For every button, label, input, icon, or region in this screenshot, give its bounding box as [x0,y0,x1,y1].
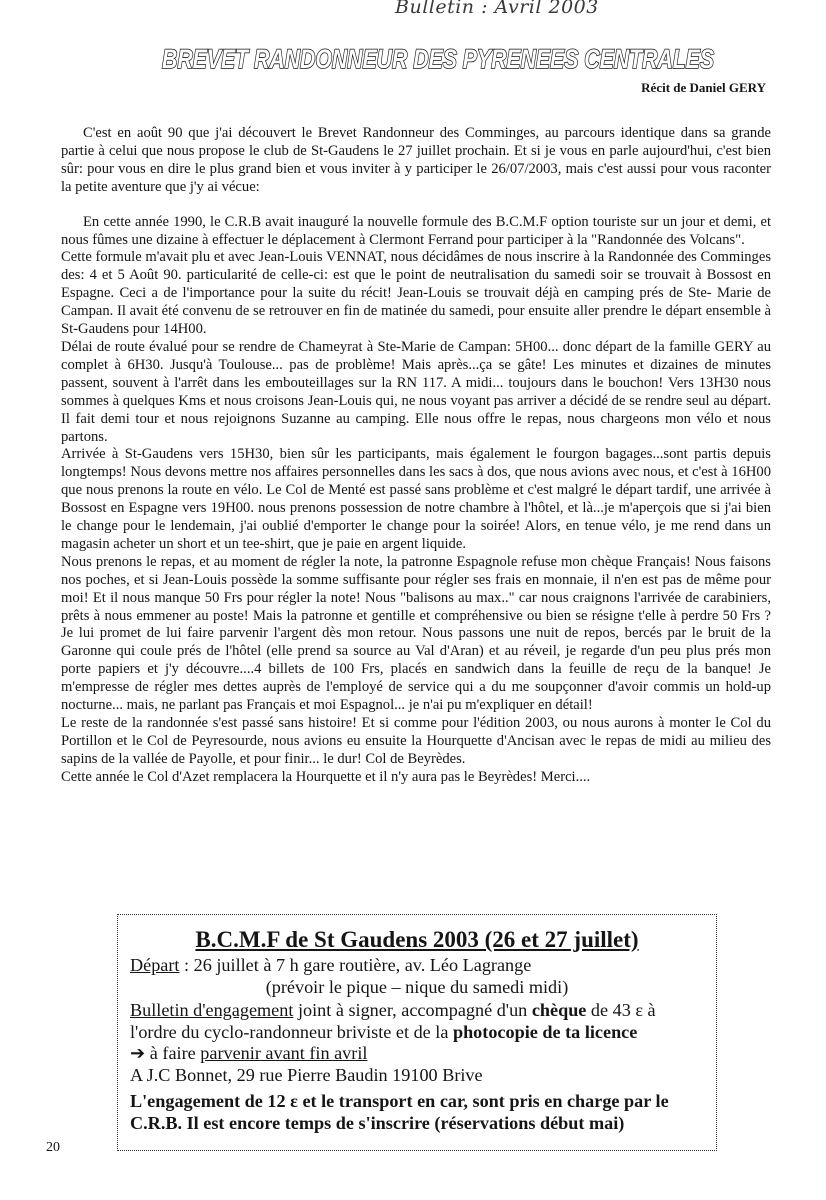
article-paragraph: Délai de route évalué pour se rendre de Chameyrat à Ste-Marie de Campan: 5H00... donc départ de la famille GERY au complet à 6H30. Jusqu'à Toulouse... pas de problème! Mais après...ça se gâte! Les minutes et dizaines de minutes passent, souvent à l'arrêt dans les embouteillages sur la RN 117. A midi... toujours dans le bouchon! Vers 13H30 nous sommes à quelques Kms et nous croisons Jean-Louis qui, ne nous voyant pas arriver a décidé de se rendre seul au départ. Il fait demi tour et nous rejoignons Suzanne au camping. Elle nous offre le repas, nous chargeons mon vélo et nous partons. [61,338,771,445]
cheque-text: chèque [531,1000,587,1021]
licence-text: photocopie de ta licence [452,1021,638,1042]
byline: Récit de Daniel GERY [641,80,766,95]
address-line: A J.C Bonnet, 29 rue Pierre Baudin 19100 Brive [130,1064,483,1085]
article-paragraph: Nous prenons le repas, et au moment de régler la note, la patronne Espagnole refuse mon chèque Français! Nous faisons nos poches, et si Jean-Louis possède la somme suffisante pour régler ses frais en monnaie, il n'en est pas de même pour moi! Et il nous manque 50 Frs pour régler la note! Nous "balisons au max.." car nous craignons l'arrivée de carabiniers, prêts à nous emmener au poste! Mais la patronne et gentille et compréhensive ou bien se résigne t'elle à perdre 50 Frs ? Je lui promet de lui faire parvenir l'argent dès mon retour. Nous passons une nuit de repos, bercés par le bruit de la Garonne qui coule prés de l'hôtel (elle prend sa source au Val d'Aran) et au réveil, je regarde d'un peu plus prés mon porte papiers et j'y découvre....4 billets de 100 Frs, placés en sandwich dans la feuille de reçu de la banque! Je m'empresse de régler mes dettes auprès de l'employé de service qui a du me soupçonner d'avoir commis un hold-up nocturne... mais, ne parlant pas Français et moi Espagnol... je n'ai pu m'expliquer en détail! [61,553,771,714]
article-body [61,125,771,787]
handwritten-note: Bulletin : Avril 2003 [395,0,599,18]
article-paragraph: C'est en août 90 que j'ai découvert le Brevet Randonneur des Comminges, au parcours identique dans sa grande partie à celui que nous propose le club de St-Gaudens le 27 juillet prochain. Et si je vous en parle aujourd'hui, c'est bien sûr: pour vous en dire le plus grand bien et vous inviter à y participer le 26/07/2003, mais c'est aussi pour vous raconter la petite aventure que j'y ai vécue: [61,125,771,195]
deadline-text: à faire [145,1043,201,1064]
page-number: 20 [46,1140,60,1155]
departure-text: : 26 juillet à 7 h gare routière, av. Léo Lagrange [179,955,532,975]
event-info-box [117,914,717,1151]
engagement-label: Bulletin d'engagement [130,1000,294,1021]
article-paragraph: En cette année 1990, le C.R.B avait inauguré la nouvelle formule des B.C.M.F option touriste sur un jour et demi, et nous fûmes une dizaine à effectuer le déplacement à Clermont Ferrand pour participer à la "Randonnée des Volcans". [61,213,771,248]
engagement-text-2: de 43 ε à l'ordre du cyclo-randonneur briviste et de la [130,1000,656,1042]
departure-label: Départ [130,955,180,975]
deadline-line [130,1043,704,1065]
banner-title [158,40,718,80]
engagement-note: L'engagement de 12 ε et le transport en car, sont pris en charge par le C.R.B. Il est encore temps de s'inscrire (réservations début mai) [130,1090,669,1133]
departure-line [130,955,704,977]
arrow-icon: ➔ [130,1043,146,1064]
article-paragraph: Arrivée à St-Gaudens vers 15H30, bien sûr les participants, mais également le fourgon bagages...sont partis depuis longtemps! Nous devons mettre nos affaires personnelles dans les sacs à dos, que nous avions avec nous, et c'est à 16H00 que nous prenons la route en vélo. Le Col de Menté est passé sans problème et c'est malgré le départ tardif, une arrivée à Bossost en Espagne vers 19H00. nous prenons possession de notre chambre à l'hôtel, et là...je m'aperçois que si j'ai bien le change pour le lendemain, j'ai oublié d'emporter le change pour la soirée! Alors, en tenue vélo, je me rend dans un magasin acheter un short et un tee-shirt, que je paie en argent liquide. [61,446,771,552]
engagement-block [130,1000,704,1043]
svg-text:BREVET RANDONNEUR DES PYRENEES: BREVET RANDONNEUR DES PYRENEES CENTRALES [162,44,714,74]
engagement-text: joint à signer, accompagné d'un [293,1000,532,1021]
departure-note: (prévoir le pique – nique du samedi midi) [265,976,569,997]
deadline-underlined: parvenir avant fin avril [200,1043,368,1064]
article-paragraph: Cette année le Col d'Azet remplacera la Hourquette et il n'y aura pas le Beyrèdes! Merci.... [61,768,591,785]
article-paragraph: Le reste de la randonnée s'est passé sans histoire! Et si comme pour l'édition 2003, ou nous aurons à monter le Col du Portillon et le Col de Peyresourde, nous avions eu ensuite la Hourquette d'Ancisan avec le repas de midi au milieu des sapins de la vallée de Payolle, et pour finir... le dur! Col de Beyrèdes. [61,715,771,767]
article-paragraph: Cette formule m'avait plu et avec Jean-Louis VENNAT, nous décidâmes de nous inscrire à la Randonnée des Comminges des: 4 et 5 Août 90. particularité de celle-ci: est que le point de neutralisation du samedi soir se trouvait à Bossost en Espagne. Ceci a de l'importance pour la suite du récit! Jean-Louis se trouvait déjà en camping prés de Ste- Marie de Campan. Il avait été convenu de se retrouver en fin de matinée du samedi, pour ensuite aller prendre le départ ensemble à St-Gaudens pour 14H00. [61,249,771,338]
event-title: B.C.M.F de St Gaudens 2003 (26 et 27 juillet) [195,927,639,952]
